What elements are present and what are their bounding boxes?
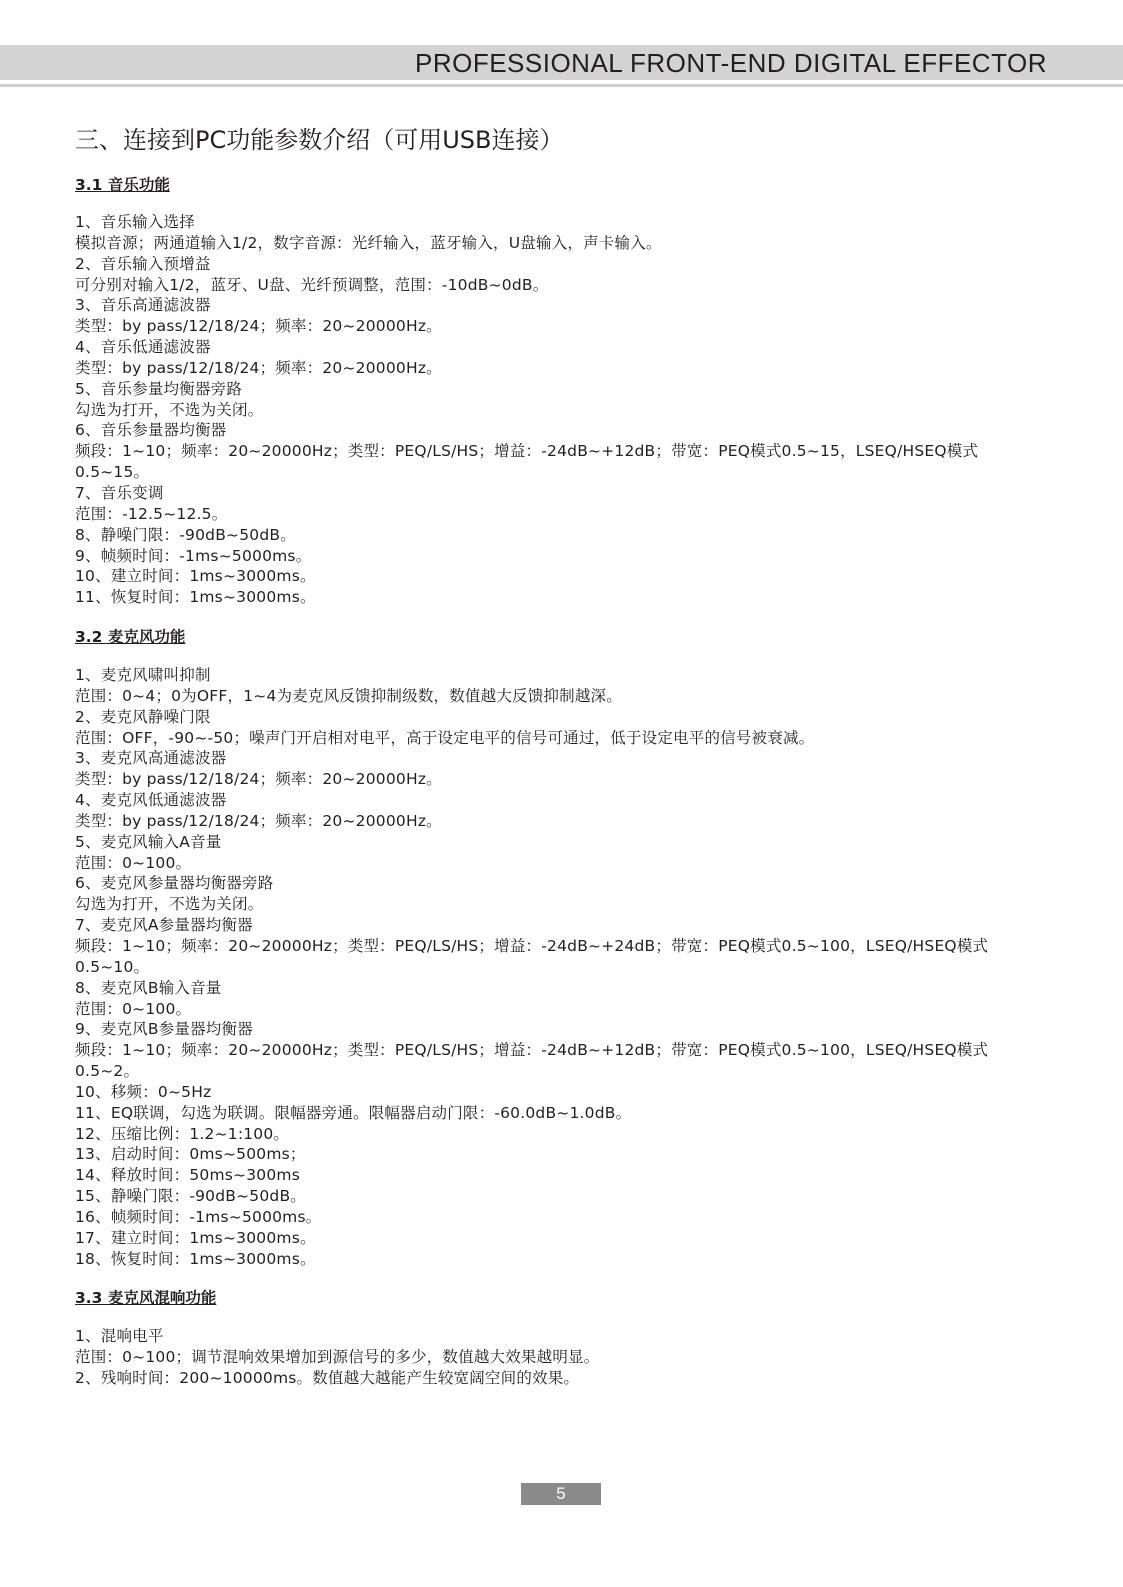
text-line: 3、音乐高通滤波器 (75, 296, 211, 315)
text-line: 3、麦克风高通滤波器 (75, 749, 227, 768)
text-line: 类型：by pass/12/18/24；频率：20~20000Hz。 (75, 770, 442, 789)
text-line: 0.5~10。 (75, 957, 150, 976)
text-line: 17、建立时间：1ms~3000ms。 (75, 1228, 316, 1247)
text-line: 12、压缩比例：1.2~1:100。 (75, 1124, 290, 1143)
text-line: 18、恢复时间：1ms~3000ms。 (75, 1249, 316, 1268)
header-divider (0, 84, 1123, 87)
text-line: 5、音乐参量均衡器旁路 (75, 379, 243, 398)
text-line: 10、建立时间：1ms~3000ms。 (75, 567, 316, 586)
section-music-lines (75, 212, 1055, 608)
text-line: 11、EQ联调，勾选为联调。限幅器旁通。限幅器启动门限：-60.0dB~1.0dB。 (75, 1103, 632, 1122)
text-line: 8、麦克风B输入音量 (75, 978, 222, 997)
text-line: 范围：-12.5~12.5。 (75, 504, 228, 523)
text-line: 频段：1~10；频率：20~20000Hz；类型：PEQ/LS/HS；增益：-24dB~+12dB；带宽：PEQ模式0.5~100，LSEQ/HSEQ模式 (75, 1041, 989, 1060)
section-reverb-lines (75, 1326, 1055, 1389)
text-line: 类型：by pass/12/18/24；频率：20~20000Hz。 (75, 811, 442, 830)
text-line: 7、麦克风A参量器均衡器 (75, 916, 253, 935)
text-line: 4、音乐低通滤波器 (75, 338, 211, 357)
page-title: 三、连接到PC功能参数介绍（可用USB连接） (75, 126, 564, 154)
text-line: 9、麦克风B参量器均衡器 (75, 1020, 253, 1039)
text-line: 8、静噪门限：-90dB~50dB。 (75, 525, 296, 544)
text-line: 0.5~15。 (75, 463, 150, 482)
text-line: 9、帧频时间：-1ms~5000ms。 (75, 546, 312, 565)
header-title: PROFESSIONAL FRONT-END DIGITAL EFFECTOR (414, 48, 1047, 78)
text-line: 范围：0~100；调节混响效果增加到源信号的多少，数值越大效果越明显。 (75, 1347, 600, 1366)
section-mic-lines (75, 665, 1055, 1269)
text-line: 类型：by pass/12/18/24；频率：20~20000Hz。 (75, 358, 442, 377)
text-line: 1、麦克风啸叫抑制 (75, 666, 211, 684)
text-line: 6、音乐参量器均衡器 (75, 421, 227, 440)
text-line: 11、恢复时间：1ms~3000ms。 (75, 588, 316, 607)
text-line: 类型：by pass/12/18/24；频率：20~20000Hz。 (75, 317, 442, 336)
text-line: 2、麦克风静噪门限 (75, 707, 211, 726)
text-line: 勾选为打开，不选为关闭。 (75, 895, 264, 914)
text-line: 1、音乐输入选择 (75, 213, 195, 231)
text-line: 2、残响时间：200~10000ms。数值越大越能产生较宽阔空间的效果。 (75, 1368, 580, 1387)
text-line: 频段：1~10；频率：20~20000Hz；类型：PEQ/LS/HS；增益：-24dB~+12dB；带宽：PEQ模式0.5~15，LSEQ/HSEQ模式 (75, 442, 979, 461)
text-line: 范围：0~4；0为OFF，1~4为麦克风反馈抑制级数，数值越大反馈抑制越深。 (75, 686, 622, 705)
text-line: 16、帧频时间：-1ms~5000ms。 (75, 1207, 322, 1226)
text-line: 范围：0~100。 (75, 853, 192, 872)
text-line: 6、麦克风参量器均衡器旁路 (75, 874, 274, 893)
text-line: 4、麦克风低通滤波器 (75, 791, 227, 810)
text-line: 范围：0~100。 (75, 999, 192, 1018)
text-line: 14、释放时间：50ms~300ms (75, 1166, 300, 1185)
text-line: 范围：OFF，-90~-50；噪声门开启相对电平，高于设定电平的信号可通过，低于设定电平的信号被衰减。 (75, 728, 815, 747)
text-line: 13、启动时间：0ms~500ms； (75, 1145, 306, 1164)
text-line: 可分别对输入1/2，蓝牙、U盘、光纤预调整，范围：-10dB~0dB。 (75, 275, 549, 294)
text-line: 15、静噪门限：-90dB~50dB。 (75, 1187, 306, 1206)
section-title-mic: 3.2 麦克风功能 (75, 628, 186, 646)
text-line: 2、音乐输入预增益 (75, 254, 211, 273)
text-line: 模拟音源；两通道输入1/2，数字音源：光纤输入，蓝牙输入，U盘输入，声卡输入。 (75, 233, 662, 252)
text-line: 10、移频：0~5Hz (75, 1082, 212, 1101)
text-line: 0.5~2。 (75, 1062, 140, 1081)
text-line: 5、麦克风输入A音量 (75, 832, 222, 851)
text-line: 勾选为打开，不选为关闭。 (75, 400, 264, 419)
section-title-reverb: 3.3 麦克风混响功能 (75, 1289, 217, 1307)
page-number: 5 (521, 1483, 601, 1505)
section-title-music: 3.1 音乐功能 (75, 176, 170, 194)
text-line: 频段：1~10；频率：20~20000Hz；类型：PEQ/LS/HS；增益：-24dB~+24dB；带宽：PEQ模式0.5~100，LSEQ/HSEQ模式 (75, 936, 989, 955)
text-line: 7、音乐变调 (75, 483, 164, 502)
text-line: 1、混响电平 (75, 1327, 164, 1345)
